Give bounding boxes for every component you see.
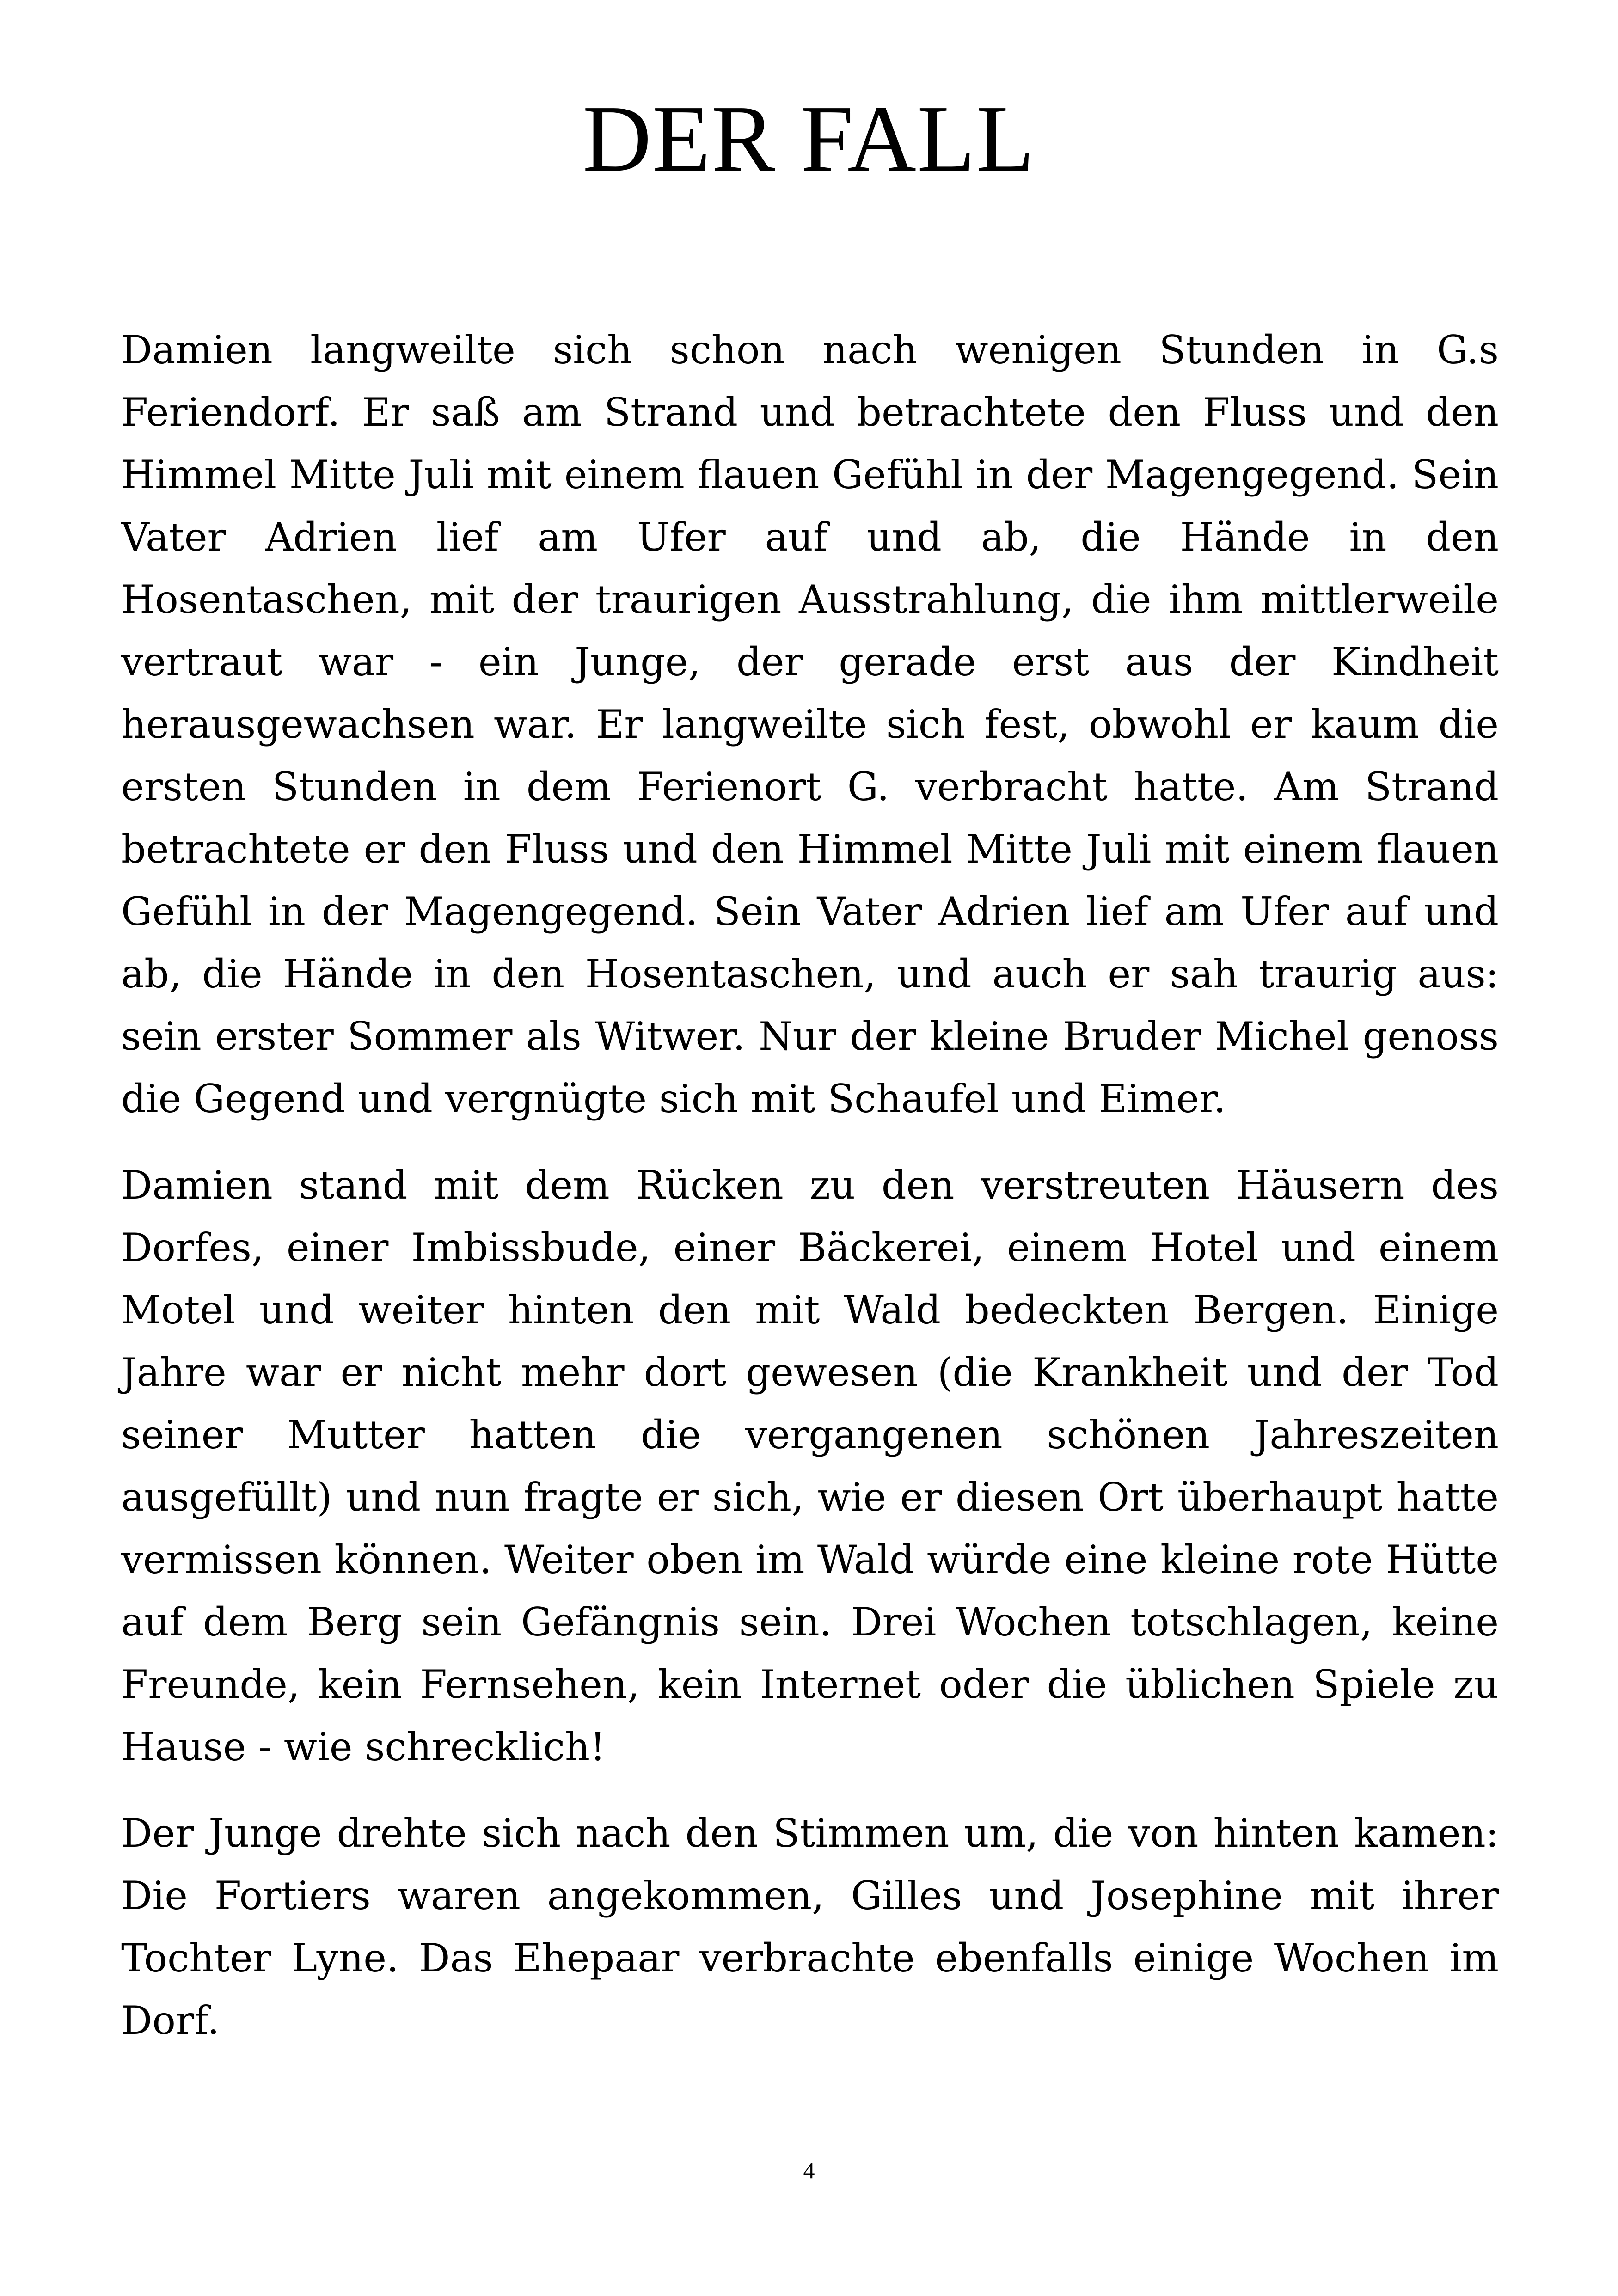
- chapter-title: DER FALL: [582, 86, 1036, 191]
- body-text: [121, 319, 1499, 2076]
- paragraph-2: Damien stand mit dem Rücken zu den verstreuten Häusern des Dorfes, einer Imbissbude, einer Bäckerei, einem Hotel und einem Motel und weiter hinten den mit Wald bedeckten Bergen. Einige Jahre war er nicht mehr dort gewesen (die Krankheit und der Tod seiner Mutter hatten die vergangenen schönen Jahreszeiten ausgefüllt) und nun fragte er sich, wie er diesen Ort überhaupt hatte vermissen können. Weiter oben im Wald würde eine kleine rote Hütte auf dem Berg sein Gefängnis sein. Drei Wochen totschlagen, keine Freunde, kein Fernsehen, kein Internet oder die üblichen Spiele zu Hause - wie schrecklich!: [121, 1163, 1499, 1769]
- paragraph-3: Der Junge drehte sich nach den Stimmen um, die von hinten kamen: Die Fortiers waren angekommen, Gilles und Josephine mit ihrer Tochter Lyne. Das Ehepaar verbrachte ebenfalls einige Wochen im Dorf.: [121, 1811, 1499, 2043]
- paragraph-1: Damien langweilte sich schon nach wenigen Stunden in G.s Feriendorf. Er saß am Strand und betrachtete den Fluss und den Himmel Mitte Juli mit einem flauen Gefühl in der Magengegend. Sein Vater Adrien lief am Ufer auf und ab, die Hände in den Hosentaschen, mit der traurigen Ausstrahlung, die ihm mittlerweile vertraut war - ein Junge, der gerade erst aus der Kindheit herausgewachsen war. Er langweilte sich fest, obwohl er kaum die ersten Stunden in dem Ferienort G. verbracht hatte. Am Strand betrachtete er den Fluss und den Himmel Mitte Juli mit einem flauen Gefühl in der Magengegend. Sein Vater Adrien lief am Ufer auf und ab, die Hände in den Hosentaschen, und auch er sah traurig aus: sein erster Sommer als Witwer. Nur der kleine Bruder Michel genoss die Gegend und vergnügte sich mit Schaufel und Eimer.: [121, 327, 1499, 1121]
- page-number: 4: [803, 2157, 815, 2183]
